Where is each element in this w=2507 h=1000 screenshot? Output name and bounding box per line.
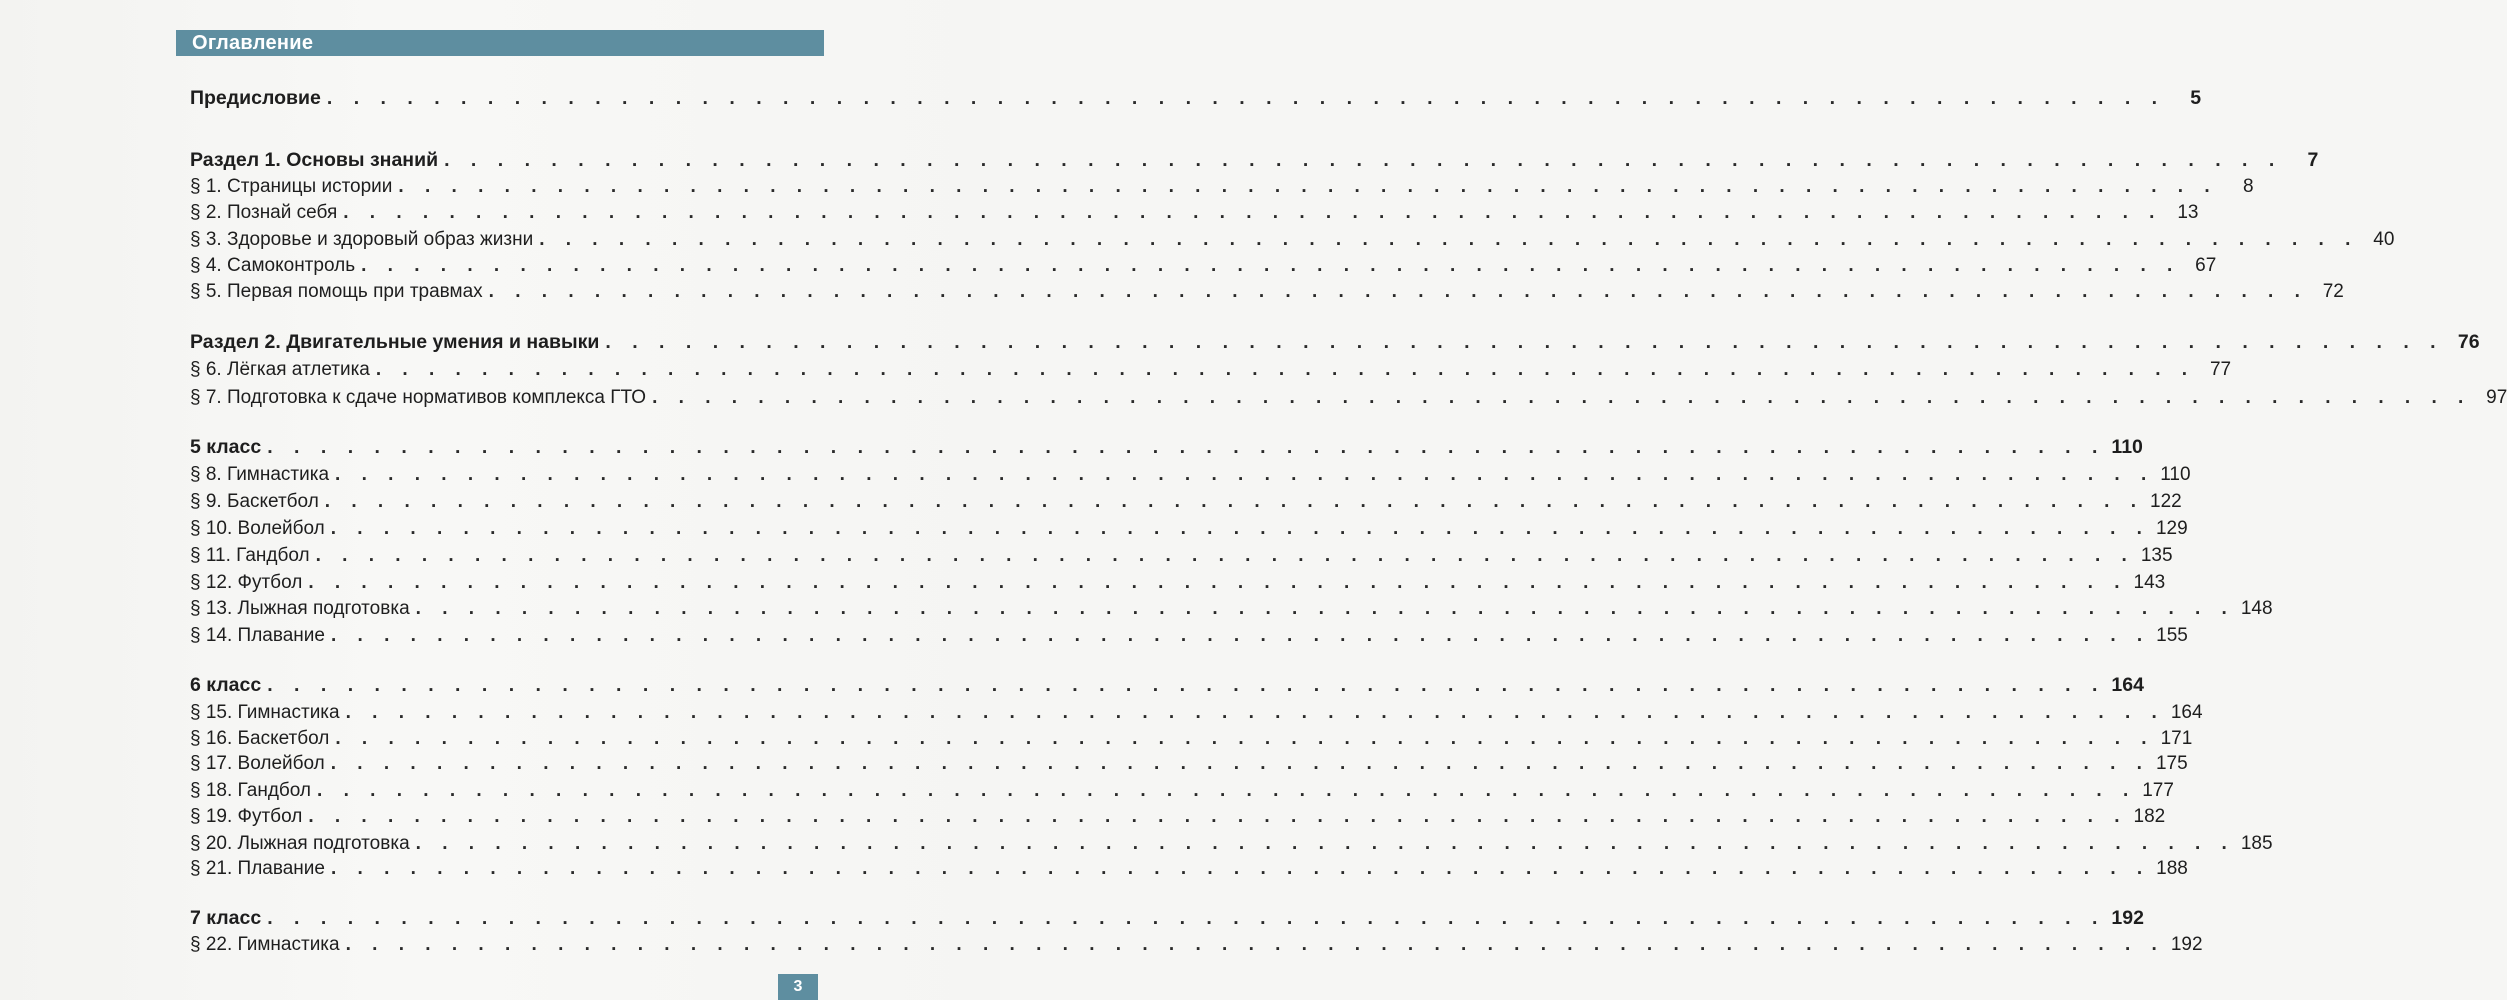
toc-entry: § 18. Гандбол . . . . . . . . . . . . . . . . . . . . . . . . . . . . . . . . . . . . . . . . . . . . . . . . . . . . . . . . . . . . . . . . . . . . . 177 — [190, 780, 2174, 801]
toc-entry: § 8. Гимнастика . . . . . . . . . . . . . . . . . . . . . . . . . . . . . . . . . . . . . . . . . . . . . . . . . . . . . . . . . . . . . . . . . . . . . 110 — [190, 464, 2191, 485]
toc-entry-grade-5: 5 класс . . . . . . . . . . . . . . . . . . . . . . . . . . . . . . . . . . . . . . . . . . . . . . . . . . . . . . . . . . . . . . . . . . . . . 110 — [190, 436, 2143, 458]
toc-entry-section-2: Раздел 2. Двигательные умения и навыки . . . . . . . . . . . . . . . . . . . . . . . . . . . . . . . . . . . . . . . . . . . . . . . . . . . . . . . . . . . . . . . . . . . . . 76 — [190, 331, 2480, 353]
page-number: 3 — [793, 978, 803, 995]
toc-entry: § 6. Лёгкая атлетика . . . . . . . . . . . . . . . . . . . . . . . . . . . . . . . . . . . . . . . . . . . . . . . . . . . . . . . . . . . . . . . . . . . . . 77 — [190, 359, 2232, 380]
toc-entry: § 12. Футбол . . . . . . . . . . . . . . . . . . . . . . . . . . . . . . . . . . . . . . . . . . . . . . . . . . . . . . . . . . . . . . . . . . . . . 143 — [190, 572, 2166, 593]
header-bar — [176, 30, 824, 56]
toc-entry: § 5. Первая помощь при травмах . . . . . . . . . . . . . . . . . . . . . . . . . . . . . . . . . . . . . . . . . . . . . . . . . . . . . . . . . . . . . . . . . . . . . 72 — [190, 281, 2344, 302]
toc-entry-grade-6: 6 класс . . . . . . . . . . . . . . . . . . . . . . . . . . . . . . . . . . . . . . . . . . . . . . . . . . . . . . . . . . . . . . . . . . . . . 164 — [190, 674, 2144, 696]
page-number-badge — [778, 974, 818, 1000]
toc-entry: § 21. Плавание . . . . . . . . . . . . . . . . . . . . . . . . . . . . . . . . . . . . . . . . . . . . . . . . . . . . . . . . . . . . . . . . . . . . . 188 — [190, 858, 2188, 879]
toc-entry: § 10. Волейбол . . . . . . . . . . . . . . . . . . . . . . . . . . . . . . . . . . . . . . . . . . . . . . . . . . . . . . . . . . . . . . . . . . . . . 129 — [190, 518, 2188, 539]
toc-heading: Оглавление — [192, 32, 314, 54]
toc-entry: § 13. Лыжная подготовка . . . . . . . . . . . . . . . . . . . . . . . . . . . . . . . . . . . . . . . . . . . . . . . . . . . . . . . . . . . . . . . . . . . . . 148 — [190, 598, 2273, 619]
toc-entry: § 9. Баскетбол . . . . . . . . . . . . . . . . . . . . . . . . . . . . . . . . . . . . . . . . . . . . . . . . . . . . . . . . . . . . . . . . . . . . . 122 — [190, 491, 2182, 512]
toc-entry: § 16. Баскетбол . . . . . . . . . . . . . . . . . . . . . . . . . . . . . . . . . . . . . . . . . . . . . . . . . . . . . . . . . . . . . . . . . . . . . 171 — [190, 728, 2193, 749]
toc-entry: § 22. Гимнастика . . . . . . . . . . . . . . . . . . . . . . . . . . . . . . . . . . . . . . . . . . . . . . . . . . . . . . . . . . . . . . . . . . . . . 192 — [190, 934, 2203, 955]
toc-entry: § 20. Лыжная подготовка . . . . . . . . . . . . . . . . . . . . . . . . . . . . . . . . . . . . . . . . . . . . . . . . . . . . . . . . . . . . . . . . . . . . . 185 — [190, 833, 2273, 854]
toc-entry: § 7. Подготовка к сдаче нормативов комплекса ГТО . . . . . . . . . . . . . . . . . . . . . . . . . . . . . . . . . . . . . . . . . . . . . . . . . . . . . . . . . . . . . . . . . . . . . 97 — [190, 387, 2507, 408]
toc-entry: § 1. Страницы истории . . . . . . . . . . . . . . . . . . . . . . . . . . . . . . . . . . . . . . . . . . . . . . . . . . . . . . . . . . . . . . . . . . . . . 8 — [190, 176, 2254, 197]
toc-entry-preface: Предисловие . . . . . . . . . . . . . . . . . . . . . . . . . . . . . . . . . . . . . . . . . . . . . . . . . . . . . . . . . . . . . . . . . . . . . 5 — [190, 87, 2202, 109]
toc-entry: § 2. Познай себя . . . . . . . . . . . . . . . . . . . . . . . . . . . . . . . . . . . . . . . . . . . . . . . . . . . . . . . . . . . . . . . . . . . . . 13 — [190, 202, 2199, 223]
toc-entry: § 17. Волейбол . . . . . . . . . . . . . . . . . . . . . . . . . . . . . . . . . . . . . . . . . . . . . . . . . . . . . . . . . . . . . . . . . . . . . 175 — [190, 753, 2188, 774]
toc-entry: § 11. Гандбол . . . . . . . . . . . . . . . . . . . . . . . . . . . . . . . . . . . . . . . . . . . . . . . . . . . . . . . . . . . . . . . . . . . . . 135 — [190, 545, 2173, 566]
toc-entry: § 19. Футбол . . . . . . . . . . . . . . . . . . . . . . . . . . . . . . . . . . . . . . . . . . . . . . . . . . . . . . . . . . . . . . . . . . . . . 182 — [190, 806, 2166, 827]
toc-entry: § 4. Самоконтроль . . . . . . . . . . . . . . . . . . . . . . . . . . . . . . . . . . . . . . . . . . . . . . . . . . . . . . . . . . . . . . . . . . . . . 67 — [190, 255, 2217, 276]
toc-entry: § 15. Гимнастика . . . . . . . . . . . . . . . . . . . . . . . . . . . . . . . . . . . . . . . . . . . . . . . . . . . . . . . . . . . . . . . . . . . . . 164 — [190, 702, 2203, 723]
toc-entry-section-1: Раздел 1. Основы знаний . . . . . . . . . . . . . . . . . . . . . . . . . . . . . . . . . . . . . . . . . . . . . . . . . . . . . . . . . . . . . . . . . . . . . 7 — [190, 149, 2319, 171]
toc-entry: § 14. Плавание . . . . . . . . . . . . . . . . . . . . . . . . . . . . . . . . . . . . . . . . . . . . . . . . . . . . . . . . . . . . . . . . . . . . . 155 — [190, 625, 2188, 646]
toc-entry: § 3. Здоровье и здоровый образ жизни . . . . . . . . . . . . . . . . . . . . . . . . . . . . . . . . . . . . . . . . . . . . . . . . . . . . . . . . . . . . . . . . . . . . . 40 — [190, 229, 2395, 250]
toc-entry-grade-7: 7 класс . . . . . . . . . . . . . . . . . . . . . . . . . . . . . . . . . . . . . . . . . . . . . . . . . . . . . . . . . . . . . . . . . . . . . 192 — [190, 907, 2144, 929]
